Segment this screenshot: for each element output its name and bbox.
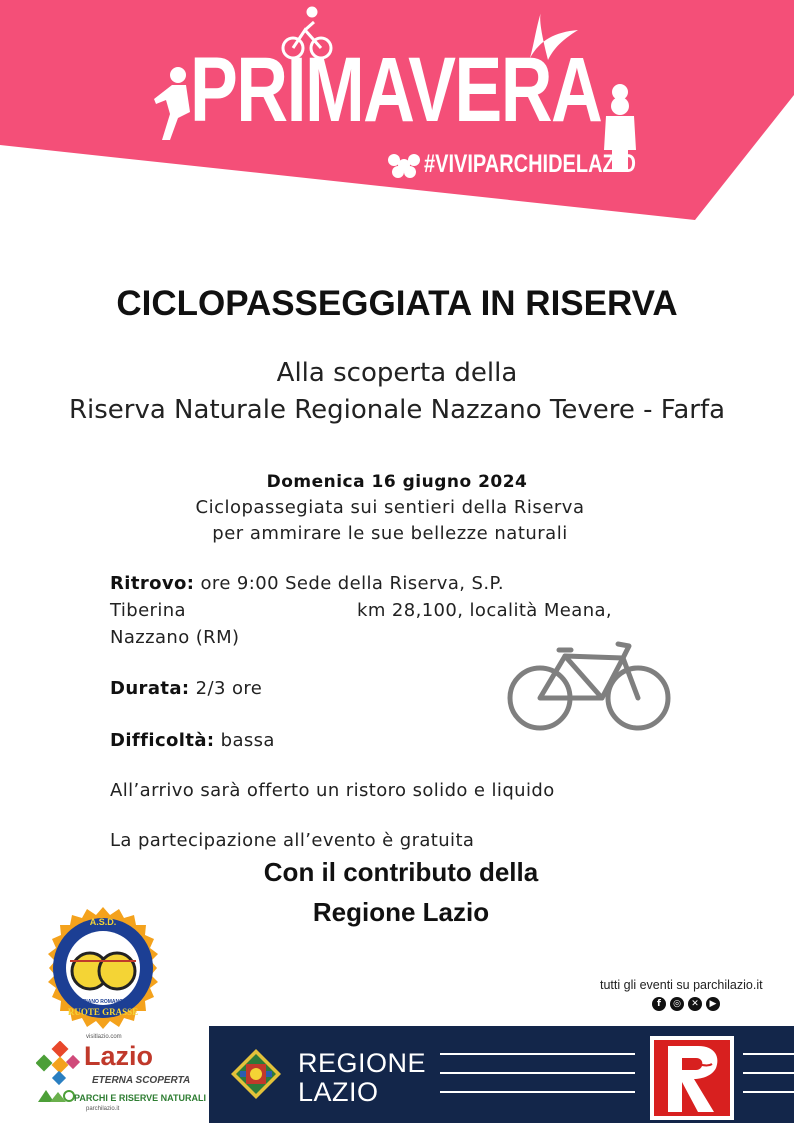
decor-line [440,1072,635,1074]
partecipazione-line: La partecipazione all’evento è gratuita [110,830,475,851]
contributo-line2: Regione Lazio [312,897,490,927]
difficolta-line [110,730,275,751]
facebook-icon[interactable]: f [652,997,666,1011]
decor-line [440,1053,635,1055]
logo-asd-text: A.S.D. [89,917,117,927]
logo-place-text: PIANO ROMANO [83,999,123,1005]
event-date: Domenica 16 giugno 2024 [266,472,528,492]
difficolta-value: bassa [214,730,275,751]
durata-label: Durata: [110,678,190,699]
decor-line [743,1072,794,1074]
event-title: CICLOPASSEGGIATA IN RISERVA [116,284,678,323]
banner-title: PRIMAVERA [190,39,602,141]
instagram-icon[interactable]: ◎ [670,997,684,1011]
decor-line [440,1091,635,1093]
decor-line [743,1091,794,1093]
ritrovo-line1 [110,573,504,594]
parchi-url-text: parchilazio.it [86,1106,120,1112]
regione-line1: REGIONE [298,1048,427,1078]
arrivo-line: All’arrivo sarà offerto un ristoro solido e liquido [110,780,555,801]
durata-line [110,678,262,699]
parchi-logo-icon [36,1086,76,1104]
contributo-line1: Con il contributo della [263,857,539,887]
parchi-text: PARCHI E RISERVE NATURALI [74,1093,207,1103]
event-subtitle-line1: Alla scoperta della [276,358,518,388]
event-description-line1: Ciclopassegiata sui sentieri della Riserva [195,497,585,518]
durata-value: 2/3 ore [189,678,263,699]
lazio-tagline: ETERNA SCOPERTA [92,1075,191,1086]
ritrovo-text: ore 9:00 Sede della Riserva, S.P. [194,573,505,594]
events-link-text[interactable]: tutti gli eventi su parchilazio.it [600,978,763,992]
event-description-line2: per ammirare le sue bellezze naturali [212,523,568,544]
lazio-mosaic-icon [36,1041,82,1087]
event-subtitle-line2: Riserva Naturale Regionale Nazzano Tevere - Farfa [68,395,726,425]
regione-emblem-icon [230,1048,282,1100]
banner-hashtag: #VIVIPARCHIDELAZIO [424,150,636,178]
difficolta-label: Difficoltà: [110,730,215,751]
ritrovo-line3: Nazzano (RM) [110,627,240,648]
lazio-word: Lazio [84,1041,154,1071]
logo-name-text: RUOTE GRASSE [67,1007,139,1017]
ritrovo-line2a: Tiberina [110,600,186,621]
ruote-grasse-logo [40,905,166,1031]
decor-line [743,1053,794,1055]
ritrovo-label: Ritrovo: [110,573,195,594]
regione-r-logo [650,1036,734,1120]
x-icon[interactable]: ✕ [688,997,702,1011]
visitlazio-text: visitlazio.com [86,1034,122,1040]
youtube-icon[interactable]: ▶ [706,997,720,1011]
bicycle-icon [505,638,675,738]
ritrovo-line2b: km 28,100, località Meana, [357,600,613,621]
regione-line2: LAZIO [298,1077,379,1107]
